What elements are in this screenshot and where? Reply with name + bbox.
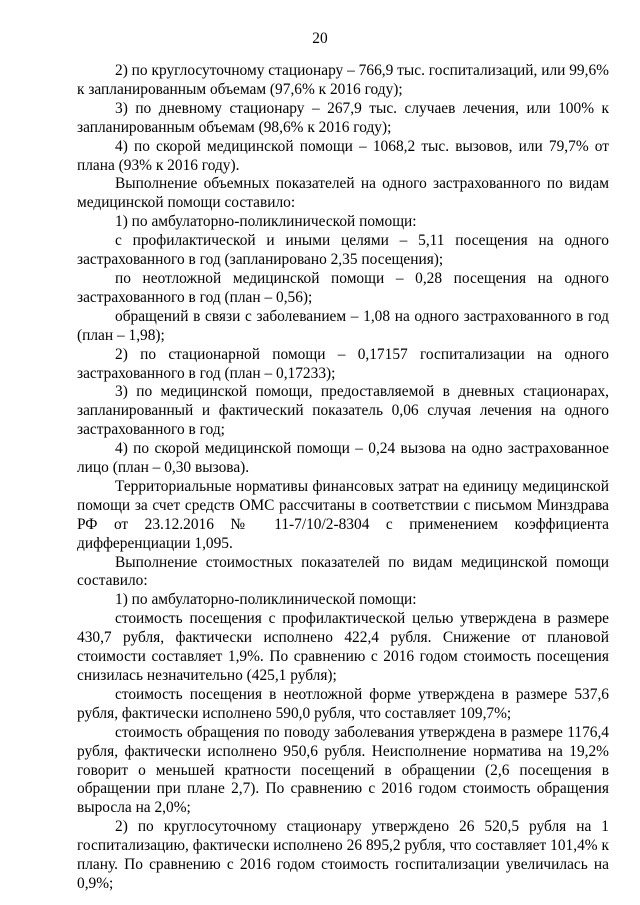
document-body — [77, 62, 609, 894]
paragraph-outpatient-cost-heading: 1) по амбулаторно-поликлинической помощи: — [115, 591, 417, 609]
paragraph-inpatient-volume: 2) по круглосуточному стационару – 766,9 тыс. госпитализаций, или 99,6% к запланированным объемам (97,6% к 2016 году); — [77, 62, 609, 98]
paragraph-day-hospital-volume: 3) по дневному стационару – 267,9 тыс. случаев лечения, или 100% к запланированным объемам (98,6% к 2016 году); — [77, 99, 609, 136]
paragraph-outpatient-heading: 1) по амбулаторно-поликлинической помощи: — [115, 213, 417, 231]
paragraph-disease-appeals: обращений в связи с заболеванием – 1,08 на одного застрахованного в год (план – 1,98); — [77, 307, 609, 344]
paragraph-preventive-visits: с профилактической и иными целями – 5,11 посещения на одного застрахованного в год (запланировано 2,35 посещения); — [77, 232, 609, 269]
paragraph-cost-intro: Выполнение стоимостных показателей по видам медицинской помощи составило: — [77, 553, 609, 590]
paragraph-inpatient-per-insured: 2) по стационарной помощи – 0,17157 госпитализации на одного застрахованного в год (план – 0,17233); — [77, 345, 609, 382]
paragraph-ambulance-volume: 4) по скорой медицинской помощи – 1068,2 тыс. вызовов, или 79,7% от плана (93% к 2016 году). — [77, 137, 609, 174]
paragraph-preventive-visit-cost: стоимость посещения с профилактической целью утверждена в размере 430,7 рубля, фактически исполнено 422,4 рубля. Снижение от плановой стоимости составляет 1,9%. По сравнению с 2016 годом стоимость посещения снизилась незначительно (425,1 рубля); — [77, 610, 609, 684]
paragraph-appeal-cost: стоимость обращения по поводу заболевания утверждена в размере 1176,4 рубля, фактически исполнено 950,6 рубля. Неисполнение норматива на 19,2% говорит о меньшей кратности посещений в обращении (2,6 посещения в обращении при плане 2,7). По сравнению с 2016 годом стоимость обращения выросла на 2,0%; — [77, 723, 609, 817]
paragraph-urgent-visit-cost: стоимость посещения в неотложной форме утверждена в размере 537,6 рубля, фактически исполнено 590,0 рубля, что составляет 109,7%; — [77, 685, 609, 722]
paragraph-inpatient-cost: 2) по круглосуточному стационару утверждено 26 520,5 рубля на 1 госпитализацию, фактически исполнено 26 895,2 рубля, что составляет 101,4% к плану. По сравнению с 2016 годом стоимость госпитализации увеличилась на 0,9%; — [77, 818, 609, 892]
paragraph-per-insured-intro: Выполнение объемных показателей на одного застрахованного по видам медицинской помощи составило: — [77, 175, 609, 212]
paragraph-urgent-care: по неотложной медицинской помощи – 0,28 посещения на одного застрахованного в год (план – 0,56); — [77, 269, 609, 306]
paragraph-day-hospital-per-insured: 3) по медицинской помощи, предоставляемой в дневных стационарах, запланированный и фактический показатель 0,06 случая лечения на одного застрахованного в год; — [77, 383, 609, 439]
page-number: 20 — [312, 30, 328, 47]
paragraph-ambulance-per-insured: 4) по скорой медицинской помощи – 0,24 вызова на одно застрахованное лицо (план – 0,30 вызова). — [77, 440, 609, 477]
paragraph-financial-norms: Территориальные нормативы финансовых затрат на единицу медицинской помощи за счет средств ОМС рассчитаны в соответствии с письмом Минздрава РФ от 23.12.2016 № 11-7/10/2-8304 с применением коэффициента дифференциации 1,095. — [77, 477, 609, 552]
